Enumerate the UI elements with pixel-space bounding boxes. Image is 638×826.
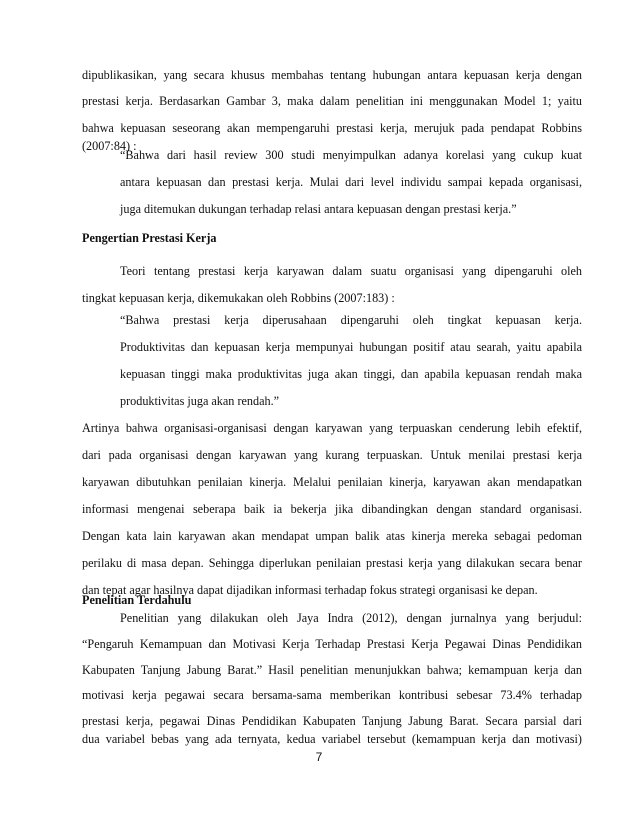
para3-line-7: dan tepat agar hasilnya dapat dijadikan informasi terhadap fokus strategi organisasi ke depan. bbox=[82, 583, 538, 597]
para3-line-2: dari pada organisasi dengan karyawan yang kurang terpuaskan. Untuk menilai prestasi kerja bbox=[82, 448, 582, 462]
para3-line-4: informasi mengenai seberapa baik ia bekerja jika dibandingkan dengan standard organisasi. bbox=[82, 502, 582, 516]
quote2-line-1: “Bahwa prestasi kerja diperusahaan dipengaruhi oleh tingkat kepuasan kerja. bbox=[120, 313, 582, 327]
para3-line-5: Dengan kata lain karyawan akan mendapat umpan balik atas kinerja mereka sebagai pedoman bbox=[82, 529, 582, 543]
quote2-line-2: Produktivitas dan kepuasan kerja mempunyai hubungan positif atau searah, yaitu apabila bbox=[120, 340, 582, 354]
intro-line-3: bahwa kepuasan seseorang akan mempengaruhi prestasi kerja, merujuk pada pendapat Robbins bbox=[82, 121, 582, 135]
section-heading-penelitian-terdahulu: Penelitian Terdahulu bbox=[82, 593, 192, 607]
para3-line-6: perilaku di masa depan. Sehingga diperlukan penilaian prestasi kerja yang dilakukan secara benar bbox=[82, 556, 582, 570]
para4-line-1: Penelitian yang dilakukan oleh Jaya Indra (2012), dengan jurnalnya yang berjudul: bbox=[120, 611, 582, 625]
section-heading-prestasi-kerja: Pengertian Prestasi Kerja bbox=[82, 231, 217, 245]
intro-line-1: dipublikasikan, yang secara khusus membahas tentang hubungan antara kepuasan kerja dengan bbox=[82, 68, 582, 82]
para4-line-6: dua variabel bebas yang ada ternyata, kedua variabel tersebut (kemampuan kerja dan motivasi) bbox=[82, 732, 582, 746]
para4-line-2: “Pengaruh Kemampuan dan Motivasi Kerja Terhadap Prestasi Kerja Pegawai Dinas Pendidikan bbox=[82, 637, 582, 651]
para4-line-4: motivasi kerja pegawai secara bersama-sama memberikan kontribusi sebesar 73.4% terhadap bbox=[82, 688, 582, 702]
para2-line-1: Teori tentang prestasi kerja karyawan dalam suatu organisasi yang dipengaruhi oleh bbox=[120, 264, 582, 278]
quote1-line-2: antara kepuasan dan prestasi kerja. Mulai dari level individu sampai kepada organisasi, bbox=[120, 175, 582, 189]
quote2-line-4: produktivitas juga akan rendah.” bbox=[120, 394, 280, 408]
intro-line-2: prestasi kerja. Berdasarkan Gambar 3, maka dalam penelitian ini menggunakan Model 1; yaitu bbox=[82, 94, 582, 108]
quote1-line-3: juga ditemukan dukungan terhadap relasi antara kepuasan dengan prestasi kerja.” bbox=[120, 202, 517, 216]
para2-line-2: tingkat kepuasan kerja, dikemukakan oleh Robbins (2007:183) : bbox=[82, 291, 395, 305]
page-number: 7 bbox=[315, 750, 323, 764]
quote1-line-1: “Bahwa dari hasil review 300 studi menyimpulkan adanya korelasi yang cukup kuat bbox=[120, 148, 582, 162]
para4-line-5: prestasi kerja, pegawai Dinas Pendidikan Kabupaten Tanjung Jabung Barat. Secara parsial dari bbox=[82, 714, 582, 728]
quote2-line-3: kepuasan tinggi maka produktivitas juga akan tinggi, dan apabila kepuasan rendah maka bbox=[120, 367, 582, 381]
para4-line-3: Kabupaten Tanjung Jabung Barat.” Hasil penelitian menunjukkan bahwa; kemampuan kerja dan bbox=[82, 663, 582, 677]
para3-line-3: karyawan dibutuhkan penilaian kinerja. Melalui penilaian kinerja, karyawan akan mendapatkan bbox=[82, 475, 582, 489]
intro-line-4: (2007:84) : bbox=[82, 139, 137, 153]
para3-line-1: Artinya bahwa organisasi-organisasi dengan karyawan yang terpuaskan cenderung lebih efektif, bbox=[82, 421, 582, 435]
